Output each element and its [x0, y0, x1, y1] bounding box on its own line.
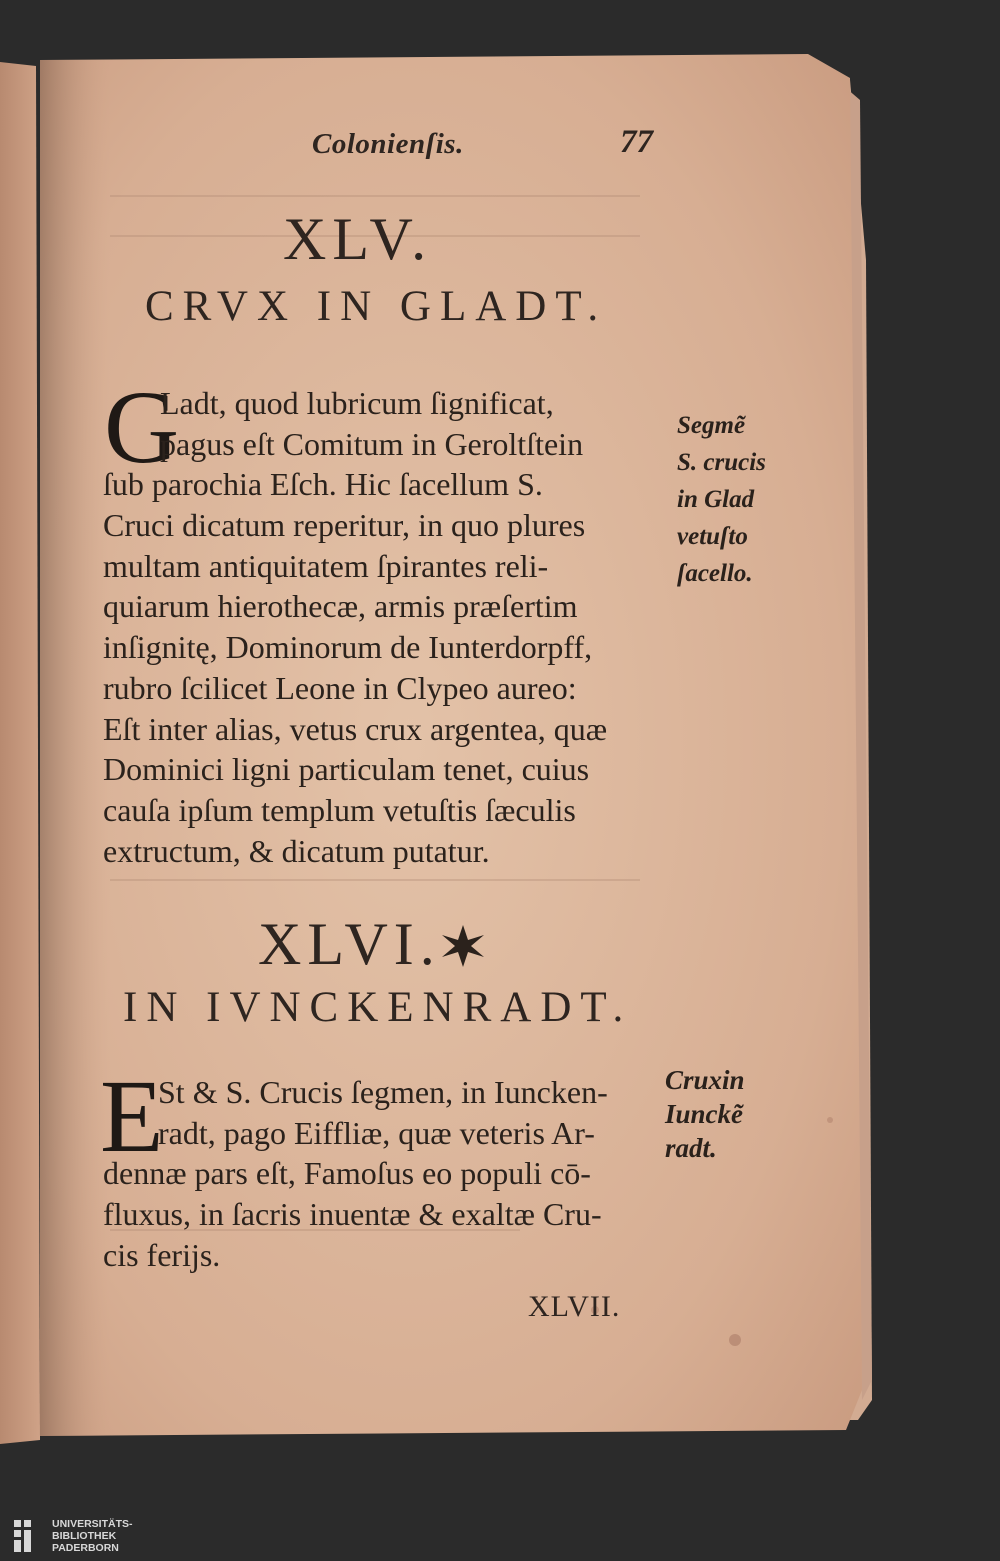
text-line: Ladt, quod lubricum ſignificat, — [160, 385, 554, 421]
text-line: rubro ſcilicet Leone in Clypeo aureo: — [103, 669, 577, 706]
running-head: Colonienſis. — [312, 128, 464, 160]
library-logo-icon — [12, 1518, 46, 1554]
logo-line: PADERBORN — [52, 1542, 119, 1554]
cross-ornament-icon — [440, 923, 486, 969]
text-line: pagus eſt Comitum in Geroltſtein — [160, 425, 584, 462]
margin-note-line: in Glad — [677, 486, 755, 513]
margin-note — [665, 1063, 745, 1165]
margin-note-line: radt. — [665, 1133, 717, 1163]
body-paragraph — [103, 1072, 608, 1275]
text-line: quiarum hierothecæ, armis præſertim — [103, 588, 578, 625]
margin-note-line: Segmẽ — [677, 412, 746, 439]
text-line: fluxus, in ſacris inuentæ & exaltæ Cru- — [103, 1196, 602, 1233]
left-page-edge — [0, 62, 40, 1444]
text-line: cauſa ipſum templum vetuſtis ſæculis — [103, 791, 576, 828]
text-line: dennæ pars eſt, Famoſus eo populi cō- — [103, 1155, 591, 1192]
text-line: Eſt inter alias, vetus crux argentea, quæ — [103, 710, 608, 747]
text-line: Cruci dicatum reperitur, in quo plures — [103, 507, 586, 544]
library-logo-text — [52, 1518, 133, 1554]
catchword: XLVII. — [528, 1290, 621, 1323]
text-line: ſub parochia Eſch. Hic ſacellum S. — [103, 466, 543, 503]
logo-line: UNIVERSITÄTS- — [52, 1518, 133, 1530]
margin-note-line: Iunckẽ — [665, 1099, 744, 1129]
text-line: radt, pago Eiffliæ, quæ veteris Ar- — [158, 1114, 595, 1151]
margin-note-line: S. crucis — [677, 449, 766, 476]
section-number: XLVI. — [258, 911, 441, 977]
drop-cap: E — [100, 1059, 164, 1174]
margin-note-line: Cruxin — [665, 1065, 745, 1095]
margin-note — [677, 407, 766, 592]
logo-line: BIBLIOTHEK — [52, 1530, 117, 1542]
drop-cap: G — [104, 370, 180, 485]
section-title: CRVX IN GLADT. — [145, 283, 608, 330]
library-logo — [0, 1510, 1000, 1561]
page-number: 77 — [620, 124, 653, 160]
section-number: XLV. — [283, 206, 433, 272]
text-line: St & S. Crucis ſegmen, in Iuncken- — [158, 1074, 608, 1110]
margin-note-line: ſacello. — [677, 560, 753, 587]
body-paragraph — [103, 383, 607, 871]
text-line: cis ferijs. — [103, 1236, 221, 1273]
margin-note-line: vetuſto — [677, 523, 748, 550]
text-line: multam antiquitatem ſpirantes reli- — [103, 547, 549, 584]
text-line: inſignitę, Dominorum de Iunterdorpff, — [103, 629, 593, 666]
text-line: extructum, & dicatum putatur. — [103, 832, 490, 869]
section-title: IN IVNCKENRADT. — [123, 984, 633, 1031]
text-line: Dominici ligni particulam tenet, cuius — [103, 751, 590, 788]
